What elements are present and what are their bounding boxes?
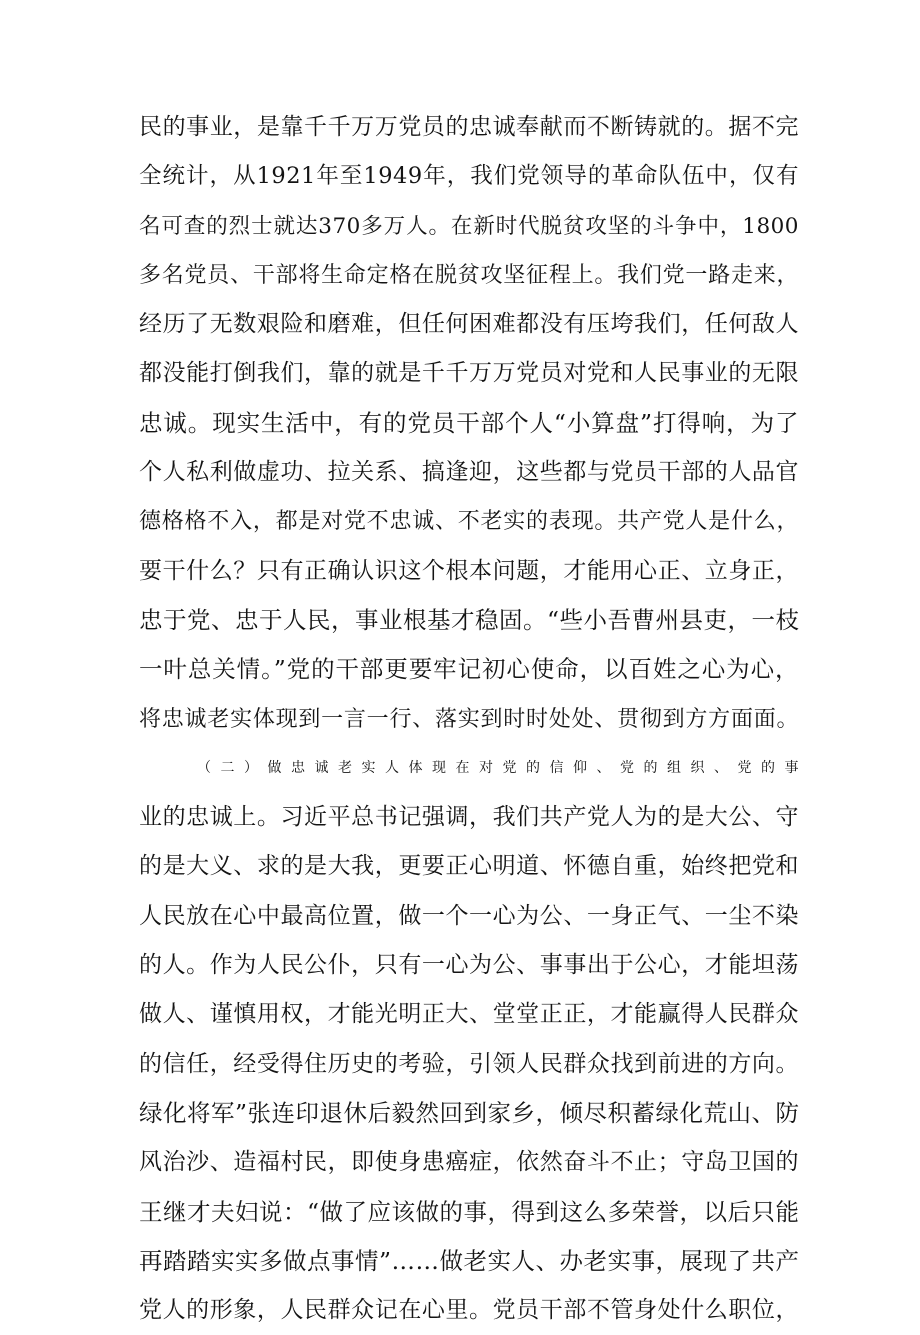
- text-line: （二）做忠诚老实人体现在对党的信仰、党的组织、党的事: [197, 759, 799, 776]
- text-line: 一叶总关情。”党的干部更要牢记初心使命，以百姓之心为心，: [139, 655, 799, 684]
- text-line: 名可查的烈士就达370多万人。在新时代脱贫攻坚的斗争中，1800: [139, 213, 799, 239]
- text-line: 要干什么？只有正确认识这个根本问题，才能用心正、立身正，: [139, 557, 799, 584]
- body-text: [139, 103, 799, 1335]
- text-line: 再踏踏实实多做点事情”……做老实人、办老实事，展现了共产: [139, 1246, 800, 1275]
- text-line: 忠诚。现实生活中，有的党员干部个人“小算盘”打得响，为了: [139, 408, 799, 437]
- text-line: 将忠诚老实体现到一言一行、落实到时时处处、贯彻到方方面面。: [139, 706, 799, 732]
- text-line: 王继才夫妇说：“做了应该做的事，得到这么多荣誉，以后只能: [139, 1197, 800, 1226]
- text-line: 党人的形象，人民群众记在心里。党员干部不管身处什么职位，: [139, 1297, 799, 1324]
- text-line: 风治沙、造福村民，即使身患癌症，依然奋斗不止；守岛卫国的: [139, 1149, 799, 1176]
- text-line: 的人。作为人民公仆，只有一心为公、事事出于公心，才能坦荡: [139, 952, 799, 979]
- text-line: 多名党员、干部将生命定格在脱贫攻坚征程上。我们党一路走来，: [139, 262, 799, 288]
- paragraph-1: [139, 103, 799, 744]
- text-line: 都没能打倒我们，靠的就是千千万万党员对党和人民事业的无限: [139, 360, 799, 387]
- text-line: 民的事业，是靠千千万万党员的忠诚奉献而不断铸就的。据不完: [139, 114, 799, 140]
- text-line: 忠于党、忠于人民，事业根基才稳固。“些小吾曹州县吏，一枝: [139, 605, 800, 634]
- text-line: 业的忠诚上。习近平总书记强调，我们共产党人为的是大公、守: [139, 804, 799, 831]
- text-line: 经历了无数艰险和磨难，但任何困难都没有压垮我们，任何敌人: [139, 311, 799, 338]
- text-line: 的信任，经受得住历史的考验，引领人民群众找到前进的方向。: [139, 1050, 799, 1077]
- text-line: 全统计，从1921年至1949年，我们党领导的革命队伍中，仅有: [139, 163, 799, 190]
- text-line: 德格格不入，都是对党不忠诚、不老实的表现。共产党人是什么，: [139, 509, 799, 535]
- text-line: 人民放在心中最高位置，做一个一心为公、一身正气、一尘不染: [139, 902, 799, 929]
- paragraph-2: [139, 744, 799, 1335]
- text-line: 的是大义、求的是大我，更要正心明道、怀德自重，始终把党和: [139, 853, 799, 880]
- text-line: 绿化将军”张连印退休后毅然回到家乡，倾尽积蓄绿化荒山、防: [139, 1098, 800, 1127]
- text-line: 做人、谨慎用权，才能光明正大、堂堂正正，才能赢得人民群众: [139, 1001, 799, 1028]
- text-line: 个人私利做虚功、拉关系、搞逢迎，这些都与党员干部的人品官: [139, 459, 799, 486]
